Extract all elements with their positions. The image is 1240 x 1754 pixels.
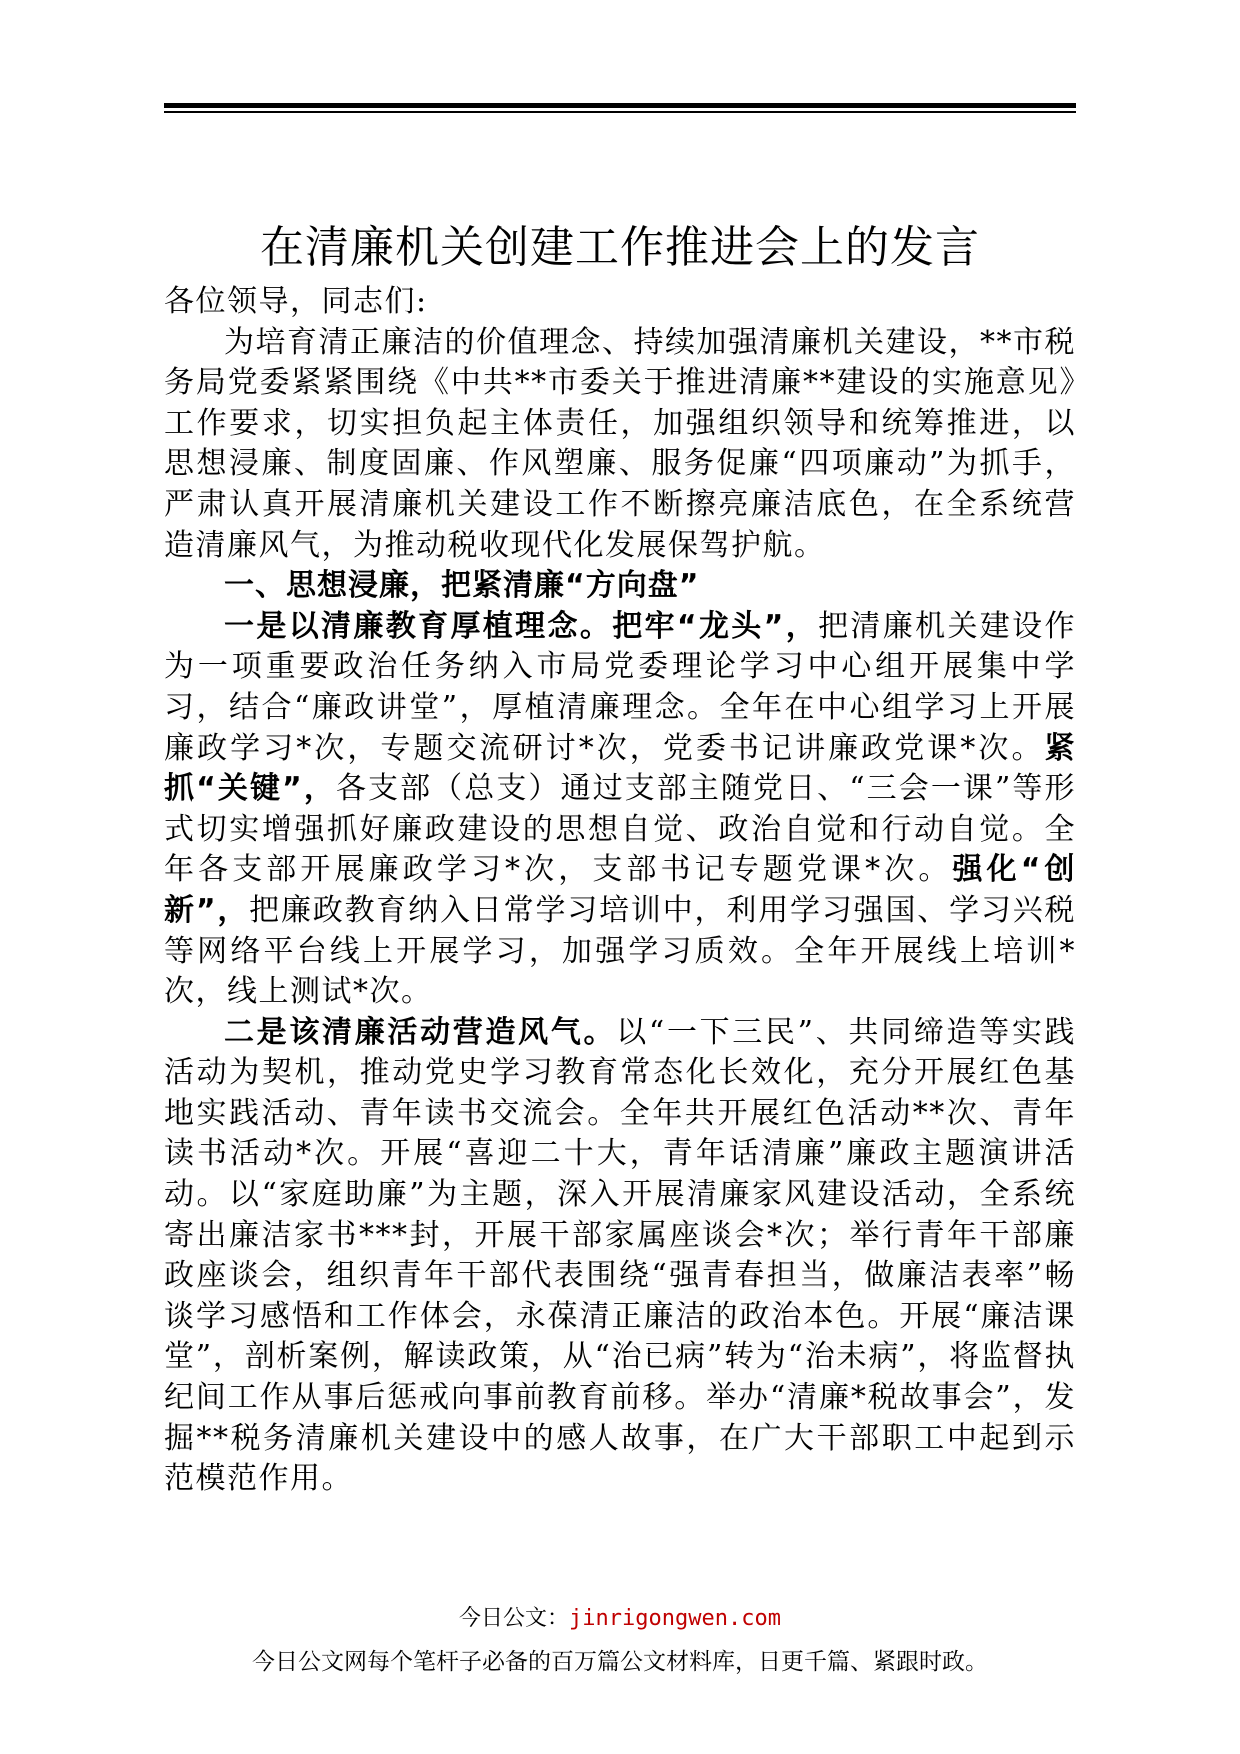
paragraph-2-lead: 二是该清廉活动营造风气。: [224, 1014, 617, 1050]
header-rule-thin: [164, 111, 1076, 113]
footer-site-link[interactable]: jinrigongwen.com: [569, 1606, 781, 1631]
intro-paragraph: 为培育清正廉洁的价值理念、持续加强清廉机关建设，**市税务局党委紧紧围绕《中共**市委关于推进清廉**建设的实施意见》工作要求，切实担负起主体责任，加强组织领导和统筹推进，以思想浸廉、制度固廉、作风塑廉、服务促廉“四项廉动”为抓手，严肃认真开展清廉机关建设工作不断擦亮廉洁底色，在全系统营造清廉风气，为推动税收现代化发展保驾护航。: [164, 324, 1076, 563]
header-rule-thick: [164, 103, 1076, 108]
footer-slogan: 今日公文网每个笔杆子必备的百万篇公文材料库，日更千篇、紧跟时政。: [252, 1649, 988, 1675]
document-body: [164, 282, 1076, 1500]
paragraph-1-keyword-3: 强化“创新”，: [164, 852, 1077, 928]
document-title: 在清廉机关创建工作推进会上的发言: [260, 222, 980, 273]
paragraph-1: [164, 607, 1076, 1013]
paragraph-1-lead: 一是以清廉教育厚植理念。: [224, 608, 613, 644]
salutation: 各位领导，同志们:: [164, 284, 428, 319]
paragraph-2: [164, 1013, 1076, 1500]
paragraph-1-text-1: 把清廉机关建设作为一项重要政治任务纳入市局党委理论学习中心组开展集中学习，结合“廉政讲堂”，厚植清廉理念。全年在中心组学习上开展廉政学习*次，专题交流研讨*次，党委书记讲廉政党课*次。: [164, 608, 1077, 766]
paragraph-2-text: 以“一下三民”、共同缔造等实践活动为契机，推动党史学习教育常态化长效化，充分开展红色基地实践活动、青年读书交流会。全年共开展红色活动**次、青年读书活动*次。开展“喜迎二十大，青年话清廉”廉政主题演讲活动。以“家庭助廉”为主题，深入开展清廉家风建设活动，全系统寄出廉洁家书***封，开展干部家属座谈会*次；举行青年干部廉政座谈会，组织青年干部代表围绕“强青春担当，做廉洁表率”畅谈学习感悟和工作体会，永葆清正廉洁的政治本色。开展“廉洁课堂”，剖析案例，解读政策，从“治已病”转为“治未病”，将监督执纪间工作从事后惩戒向事前教育前移。举办“清廉*税故事会”，发掘**税务清廉机关建设中的感人故事，在广大干部职工中起到示范模范作用。: [164, 1014, 1076, 1497]
section-heading-1: 一、思想浸廉，把紧清廉“方向盘”: [224, 568, 700, 604]
paragraph-1-keyword-2: 紧抓“关键”，: [164, 730, 1076, 807]
paragraph-1-text-2: 各支部（总支）通过支部主随党日、“三会一课”等形式切实增强抓好廉政建设的思想自觉、政治自觉和行动自觉。全年各支部开展廉政学习*次，支部书记专题党课*次。: [164, 771, 1076, 888]
paragraph-1-keyword-1: 把牢“龙头”，: [612, 608, 819, 644]
paragraph-1-text-3: 把廉政教育纳入日常学习培训中，利用学习强国、学习兴税等网络平台线上开展学习，加强学习质效。全年开展线上培训*次，线上测试*次。: [164, 892, 1077, 1010]
footer-site-label: 今日公文：: [459, 1606, 570, 1631]
footer-site-line: [0, 1604, 1240, 1634]
